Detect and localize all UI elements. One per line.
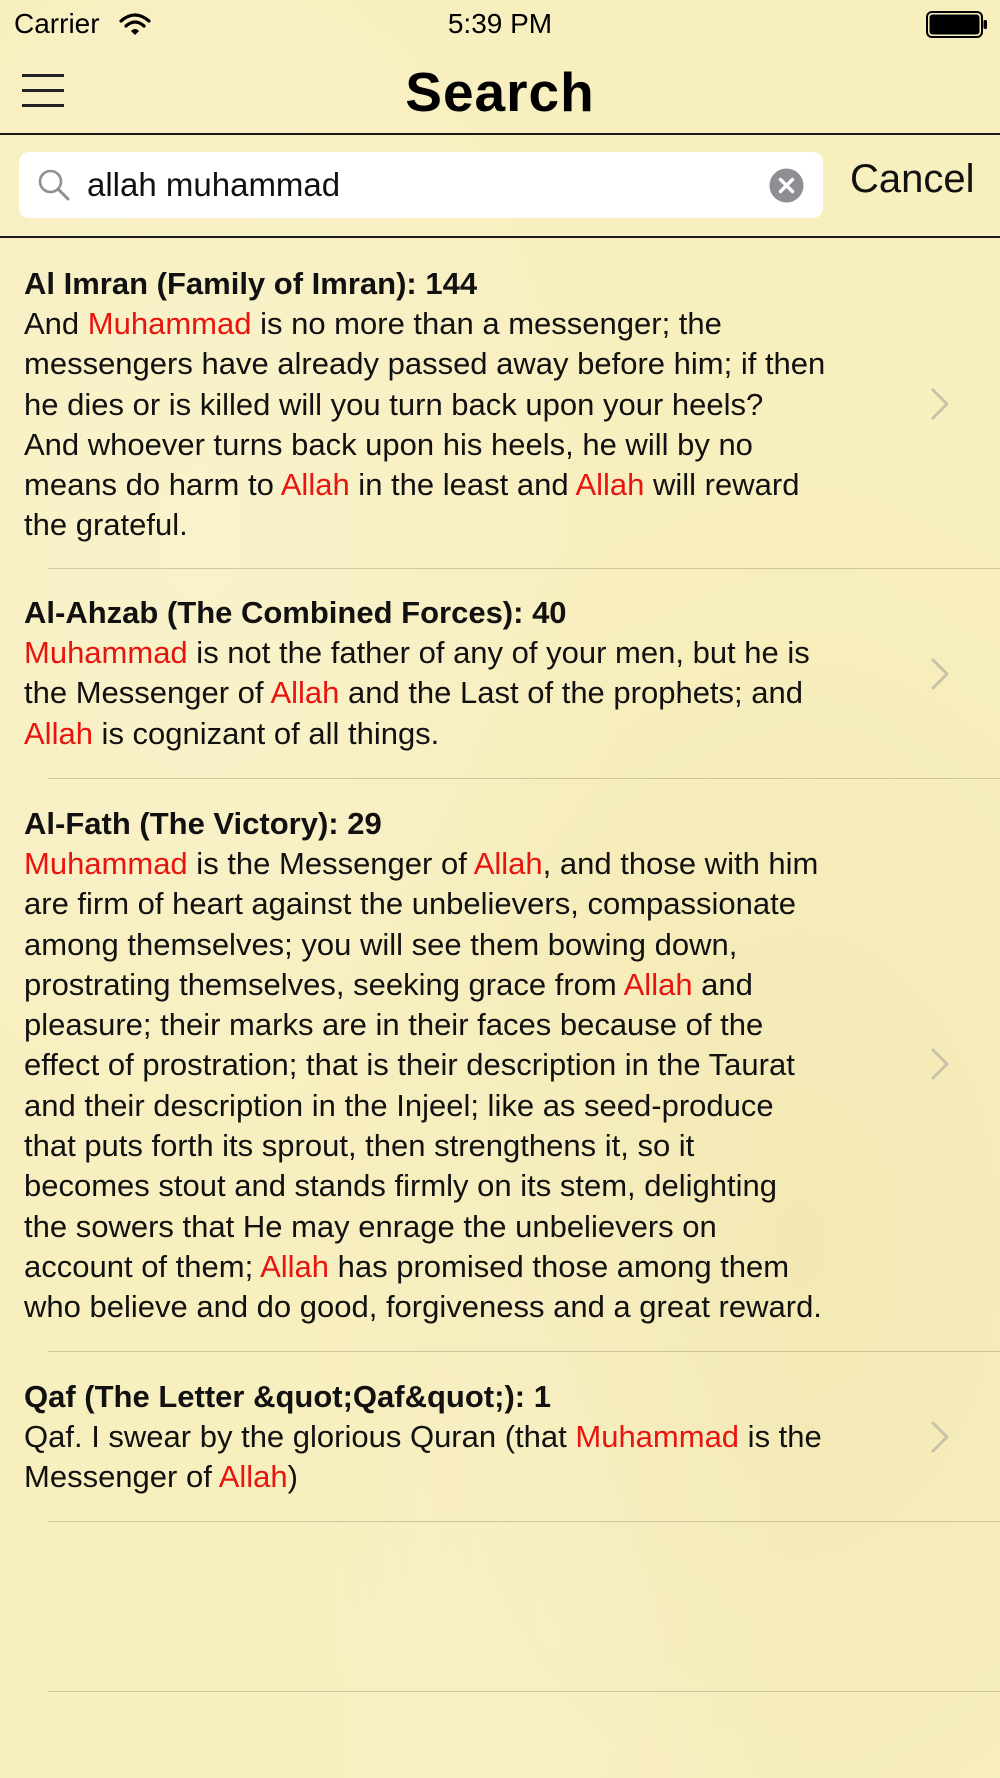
highlighted-term: Allah bbox=[218, 1459, 288, 1495]
result-text bbox=[24, 804, 934, 1328]
search-icon bbox=[37, 168, 71, 202]
verse-text: are firm of heart against the unbelievers, compassionate bbox=[24, 886, 796, 922]
verse-text: ) bbox=[287, 1459, 298, 1495]
result-text bbox=[24, 593, 934, 754]
verse-text: and the Last of the prophets; and bbox=[339, 675, 803, 711]
verse-line bbox=[24, 1417, 934, 1457]
highlighted-term: Allah bbox=[280, 467, 350, 503]
search-input[interactable] bbox=[87, 158, 757, 212]
search-results-list bbox=[0, 238, 1000, 1692]
verse-text: will reward bbox=[644, 467, 800, 503]
highlighted-term: Allah bbox=[260, 1248, 330, 1284]
verse-line bbox=[24, 714, 934, 754]
verse-text: and bbox=[692, 966, 753, 1002]
chevron-right-icon[interactable] bbox=[930, 1420, 950, 1454]
verse-text: the sowers that He may enrage the unbelievers on bbox=[24, 1208, 717, 1244]
verse-text: and their description in the Injeel; like as seed-produce bbox=[24, 1087, 774, 1123]
verse-text: the grateful. bbox=[24, 507, 188, 543]
verse-text: Messenger of bbox=[24, 1459, 219, 1495]
verse-line bbox=[24, 1247, 934, 1287]
verse-text: , and those with him bbox=[542, 846, 819, 881]
result-title: Al Imran (Family of Imran): 144 bbox=[24, 266, 478, 301]
result-verse bbox=[24, 1417, 934, 1498]
verse-text: among themselves; you will see them bowing down, bbox=[24, 926, 738, 962]
verse-line bbox=[24, 844, 934, 884]
highlighted-term: Muhammad bbox=[24, 846, 188, 881]
verse-line bbox=[24, 633, 934, 673]
verse-line bbox=[24, 1086, 934, 1126]
verse-line bbox=[24, 505, 934, 545]
cancel-button[interactable]: Cancel bbox=[850, 157, 975, 201]
verse-text: is cognizant of all things. bbox=[92, 715, 440, 751]
result-verse bbox=[24, 304, 934, 546]
verse-text: that puts forth its sprout, then strengthens it, so it bbox=[24, 1128, 695, 1164]
verse-line bbox=[24, 1166, 934, 1206]
result-verse bbox=[24, 844, 934, 1328]
verse-text: the Messenger of bbox=[24, 675, 271, 711]
verse-text: is the bbox=[739, 1419, 822, 1454]
chevron-right-icon[interactable] bbox=[930, 657, 950, 691]
verse-line bbox=[24, 1457, 934, 1497]
verse-text: Qaf. I swear by the glorious Quran (that bbox=[24, 1419, 576, 1454]
verse-text: prostrating themselves, seeking grace from bbox=[24, 966, 624, 1002]
verse-text: And whoever turns back upon his heels, he will by no bbox=[24, 426, 753, 462]
result-row[interactable] bbox=[0, 569, 1000, 779]
result-row[interactable] bbox=[0, 779, 1000, 1352]
highlighted-term: Allah bbox=[270, 675, 340, 711]
result-title: Al-Ahzab (The Combined Forces): 40 bbox=[24, 595, 567, 630]
verse-text: is not the father of any of your men, but he is bbox=[187, 635, 810, 670]
status-time: 5:39 PM bbox=[447, 8, 553, 39]
verse-line bbox=[24, 1005, 934, 1045]
row-separator bbox=[48, 1691, 1000, 1692]
verse-line bbox=[24, 673, 934, 713]
verse-text: is no more than a messenger; the bbox=[251, 306, 722, 341]
highlighted-term: Allah bbox=[24, 715, 93, 751]
battery-icon bbox=[926, 11, 988, 38]
verse-text: means do harm to bbox=[24, 467, 281, 503]
highlighted-term: Allah bbox=[575, 467, 645, 503]
verse-line bbox=[24, 1045, 934, 1085]
verse-line bbox=[24, 1287, 934, 1327]
status-bar bbox=[0, 0, 1000, 50]
highlighted-term: Muhammad bbox=[575, 1419, 740, 1454]
result-text bbox=[24, 264, 934, 546]
highlighted-term: Muhammad bbox=[87, 306, 252, 341]
highlighted-term: Allah bbox=[623, 966, 693, 1002]
verse-text: who believe and do good, forgiveness and a great reward. bbox=[24, 1289, 822, 1325]
page-title: Search bbox=[405, 61, 595, 123]
result-verse bbox=[24, 633, 934, 754]
verse-text: becomes stout and stands firmly on its stem, delighting bbox=[24, 1168, 777, 1204]
verse-line bbox=[24, 1126, 934, 1166]
chevron-right-icon[interactable] bbox=[930, 1047, 950, 1081]
highlighted-term: Allah bbox=[473, 846, 543, 881]
verse-line bbox=[24, 965, 934, 1005]
navigation-bar bbox=[0, 50, 1000, 135]
verse-text: account of them; bbox=[24, 1248, 261, 1284]
verse-line bbox=[24, 425, 934, 465]
verse-text: he dies or is killed will you turn back upon your heels? bbox=[24, 386, 764, 422]
verse-text: messengers have already passed away before him; if then bbox=[24, 346, 826, 382]
verse-line bbox=[24, 1207, 934, 1247]
result-title: Qaf (The Letter &quot;Qaf&quot;): 1 bbox=[24, 1379, 551, 1414]
verse-text: in the least and bbox=[349, 467, 576, 503]
verse-text: is the Messenger of bbox=[187, 846, 474, 881]
verse-line bbox=[24, 385, 934, 425]
result-row[interactable] bbox=[0, 1352, 1000, 1522]
verse-line bbox=[24, 304, 934, 344]
carrier-label: Carrier bbox=[14, 8, 100, 39]
clear-search-icon[interactable] bbox=[769, 168, 804, 203]
result-title: Al-Fath (The Victory): 29 bbox=[24, 806, 382, 841]
verse-line bbox=[24, 884, 934, 924]
verse-text: pleasure; their marks are in their faces because of the bbox=[24, 1007, 764, 1043]
verse-text: And bbox=[24, 306, 88, 341]
chevron-right-icon[interactable] bbox=[930, 387, 950, 421]
empty-row bbox=[0, 1522, 1000, 1692]
verse-line bbox=[24, 465, 934, 505]
search-field[interactable] bbox=[19, 152, 823, 218]
verse-line bbox=[24, 344, 934, 384]
result-text bbox=[24, 1377, 934, 1498]
highlighted-term: Muhammad bbox=[24, 635, 188, 670]
verse-text: effect of prostration; that is their description in the Taurat bbox=[24, 1047, 795, 1083]
verse-line bbox=[24, 925, 934, 965]
verse-text: has promised those among them bbox=[329, 1248, 790, 1284]
result-row[interactable] bbox=[0, 238, 1000, 569]
search-bar bbox=[0, 135, 1000, 238]
